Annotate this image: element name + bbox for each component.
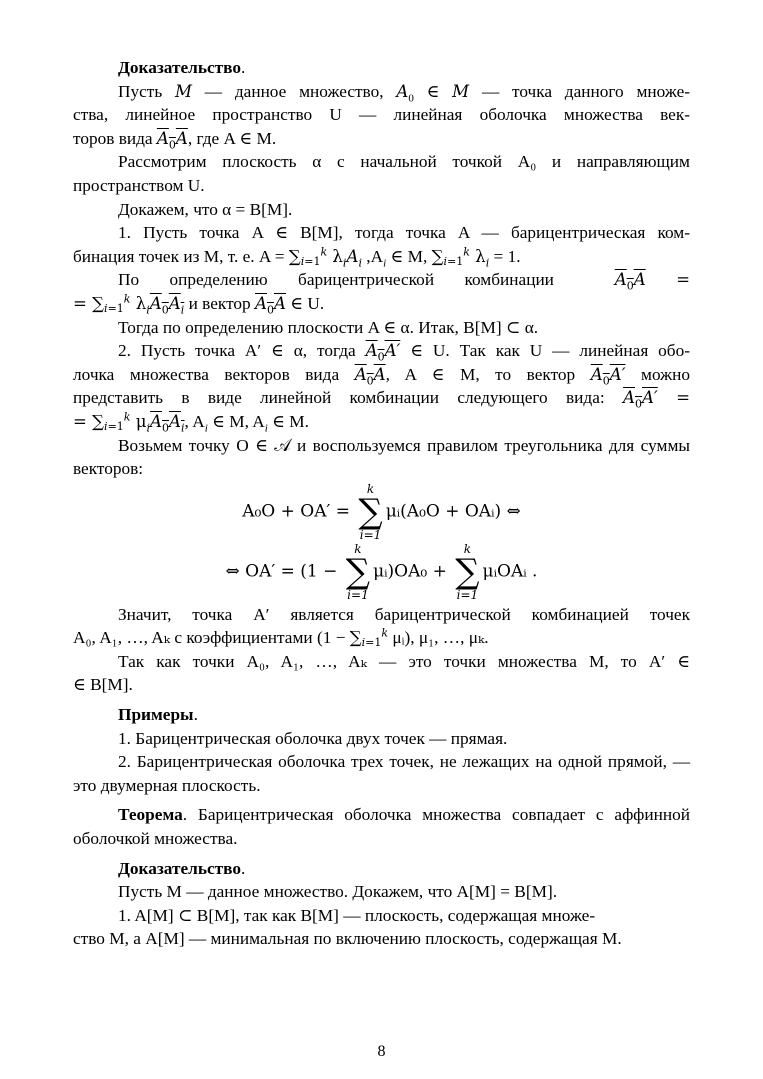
- page-number: 8: [377, 1043, 386, 1060]
- theorem: Теорема. Барицентрическая оболочка множества совпадает с аффинной оболочкой множества.: [73, 805, 690, 849]
- example-item-2: 2. Барицентрическая оболочка трех точек, не лежащих на одной прямой, — это двумерная плоскость.: [73, 752, 690, 795]
- conclusion-line-1: Значит, точка A′ является барицентрической комбинацией точек: [118, 604, 690, 624]
- conclusion-line-2: A₀, A₁, …, Aₖ с коэффициентами ($1 - \sum_{i=1}^k$ μᵢ), μ₁, …, μₖ.: [73, 626, 489, 650]
- step2-line-4: = $\sum_{i=1}^k$ $\mu_iA_0A_i$, $A_i$ ∈ M, $A_i$ ∈ M.: [73, 410, 309, 435]
- step1-line-4: = $\sum_{i=1}^k$ $\lambda_iA_0A_i$ и вектор $A_0A$ ∈ U.: [73, 292, 325, 317]
- proof2-line-2: 1. A[M] ⊂ B[M], так как B[M] — плоскость, содержащая множе-: [118, 905, 596, 925]
- paragraph-triangle: Возьмем точку O ∈ 𝒜 и воспользуемся правилом треугольника для суммы векторов:: [73, 435, 690, 479]
- proof2-heading: Доказательство.: [118, 858, 246, 878]
- example-item-1: 1. Барицентрическая оболочка двух точек — прямая.: [118, 728, 508, 748]
- conclusion-line-3: Так как точки A₀, A₁, …, Aₖ — это точки множества M, то A′ ∈: [118, 651, 690, 671]
- proof-line-2: ства, линейное пространство U — линейная оболочка множества век-: [73, 105, 690, 125]
- proof-line-1: Пусть M — данное множество, $A_0$ ∈ M — точка данного множе-: [118, 81, 691, 105]
- conclusion-line-4: ∈ B[M].: [73, 675, 133, 695]
- proof2-line-1: Пусть M — данное множество. Докажем, что A[M] = B[M].: [118, 882, 558, 902]
- step1-line-3: По определению барицентрической комбинации $A_0A$ =: [118, 270, 690, 293]
- step2-line-3: представить в виде линейной комбинации следующего вида: $A_0A'$ =: [73, 388, 690, 411]
- proof2-line-3: ство M, а A[M] — минимальная по включению плоскость, содержащая M.: [73, 929, 622, 949]
- step1-line-5: Тогда по определению плоскости A ∈ α. Итак, B[M] ⊂ α.: [118, 317, 539, 337]
- proof-line-3: торов вида $A_0A$, где A ∈ M.: [73, 128, 277, 152]
- step1-line-2: бинация точек из M, т. е. $A = \sum_{i=1}^k$ $\lambda_iA_i$ $,A_i$ ∈ M, $\sum_{i=1}^k$ $\lambda_i = 1$.: [73, 245, 521, 270]
- equation-line-1: A₀O + OA′ = k ∑ i=1 μᵢ(A₀O + OAᵢ) ⇔: [242, 481, 521, 542]
- step2-line-1: 2. Пусть точка A′ ∈ α, тогда $A_0A'$ ∈ U. Так как U — линейная обо-: [118, 341, 690, 364]
- body-text: [73, 56, 690, 951]
- equation-line-2: ⇔ OA′ = (1 − k ∑ i=1 μᵢ)OA₀ + k ∑ i=1 μᵢOAᵢ .: [225, 541, 538, 602]
- paragraph-plane: Рассмотрим плоскость α с начальной точкой A₀ и направляющим пространством U.: [73, 152, 690, 195]
- proof-heading: Доказательство.: [118, 58, 246, 77]
- paragraph-prove: Докажем, что α = B[M].: [118, 199, 293, 219]
- step1-line-1: 1. Пусть точка A ∈ B[M], тогда точка A — барицентрическая ком-: [118, 223, 690, 243]
- step2-line-2: лочка множества векторов вида $A_0A$, A ∈ M, то вектор $A_0A'$ можно: [73, 364, 690, 388]
- examples-heading: Примеры.: [118, 705, 198, 725]
